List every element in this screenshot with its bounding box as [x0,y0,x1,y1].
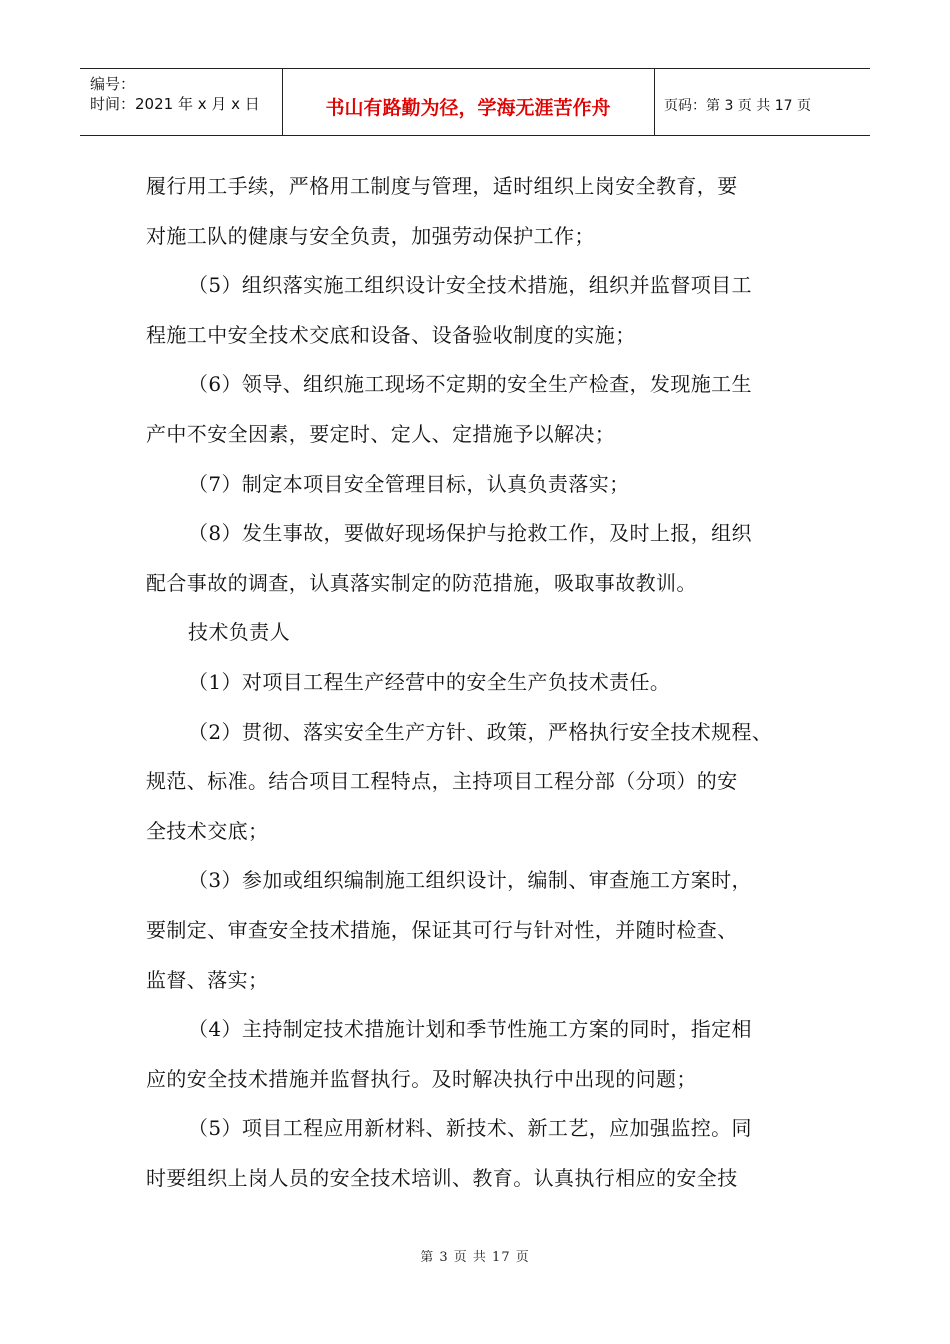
body-line: （4）主持制定技术措施计划和季节性施工方案的同时，指定相 [188,1017,752,1042]
body-line: 应的安全技术措施并监督执行。及时解决执行中出现的问题； [146,1066,697,1091]
body-line: （2）贯彻、落实安全生产方针、政策，严格执行安全技术规程、 [188,719,773,744]
body-line: 监督、落实； [146,967,269,992]
header-motto-cell [282,69,655,135]
body-line: 对施工队的健康与安全负责，加强劳动保护工作； [146,223,595,248]
section-heading: 技术负责人 [188,620,290,645]
body-line: （5）项目工程应用新材料、新技术、新工艺，应加强监控。同 [188,1116,752,1141]
document-number-label: 编号： [90,75,136,93]
body-line: （7）制定本项目安全管理目标，认真负责落实； [188,471,630,496]
page-footer: 第 3 页 共 17 页 [420,1250,530,1265]
document-date-label: 时间：2021 年 x 月 x 日 [90,95,260,113]
body-line: 全技术交底； [146,818,269,843]
body-line: （5）组织落实施工组织设计安全技术措施，组织并监督项目工 [188,273,752,298]
body-line: （3）参加或组织编制施工组织设计，编制、审查施工方案时， [188,868,752,893]
body-line: （1）对项目工程生产经营中的安全生产负技术责任。 [188,669,671,694]
body-line: 产中不安全因素，要定时、定人、定措施予以解决； [146,421,616,446]
body-line: 要制定、审查安全技术措施，保证其可行与针对性，并随时检查、 [146,917,738,942]
body-line: 程施工中安全技术交底和设备、设备验收制度的实施； [146,322,636,347]
page-header [80,68,870,136]
header-meta-cell [80,69,283,135]
body-line: 配合事故的调查，认真落实制定的防范措施，吸取事故教训。 [146,570,697,595]
header-motto: 书山有路勤为径，学海无涯苦作舟 [325,97,611,119]
body-line: （8）发生事故，要做好现场保护与抢救工作，及时上报，组织 [188,521,752,546]
document-body [146,162,816,1203]
body-line: （6）领导、组织施工现场不定期的安全生产检查，发现施工生 [188,372,752,397]
body-line: 规范、标准。结合项目工程特点，主持项目工程分部（分项）的安 [146,769,738,794]
header-page-info: 页码：第 3 页 共 17 页 [664,98,811,114]
header-page-cell [654,69,870,135]
body-line: 时要组织上岗人员的安全技术培训、教育。认真执行相应的安全技 [146,1165,738,1190]
body-line: 履行用工手续，严格用工制度与管理，适时组织上岗安全教育，要 [146,174,738,198]
